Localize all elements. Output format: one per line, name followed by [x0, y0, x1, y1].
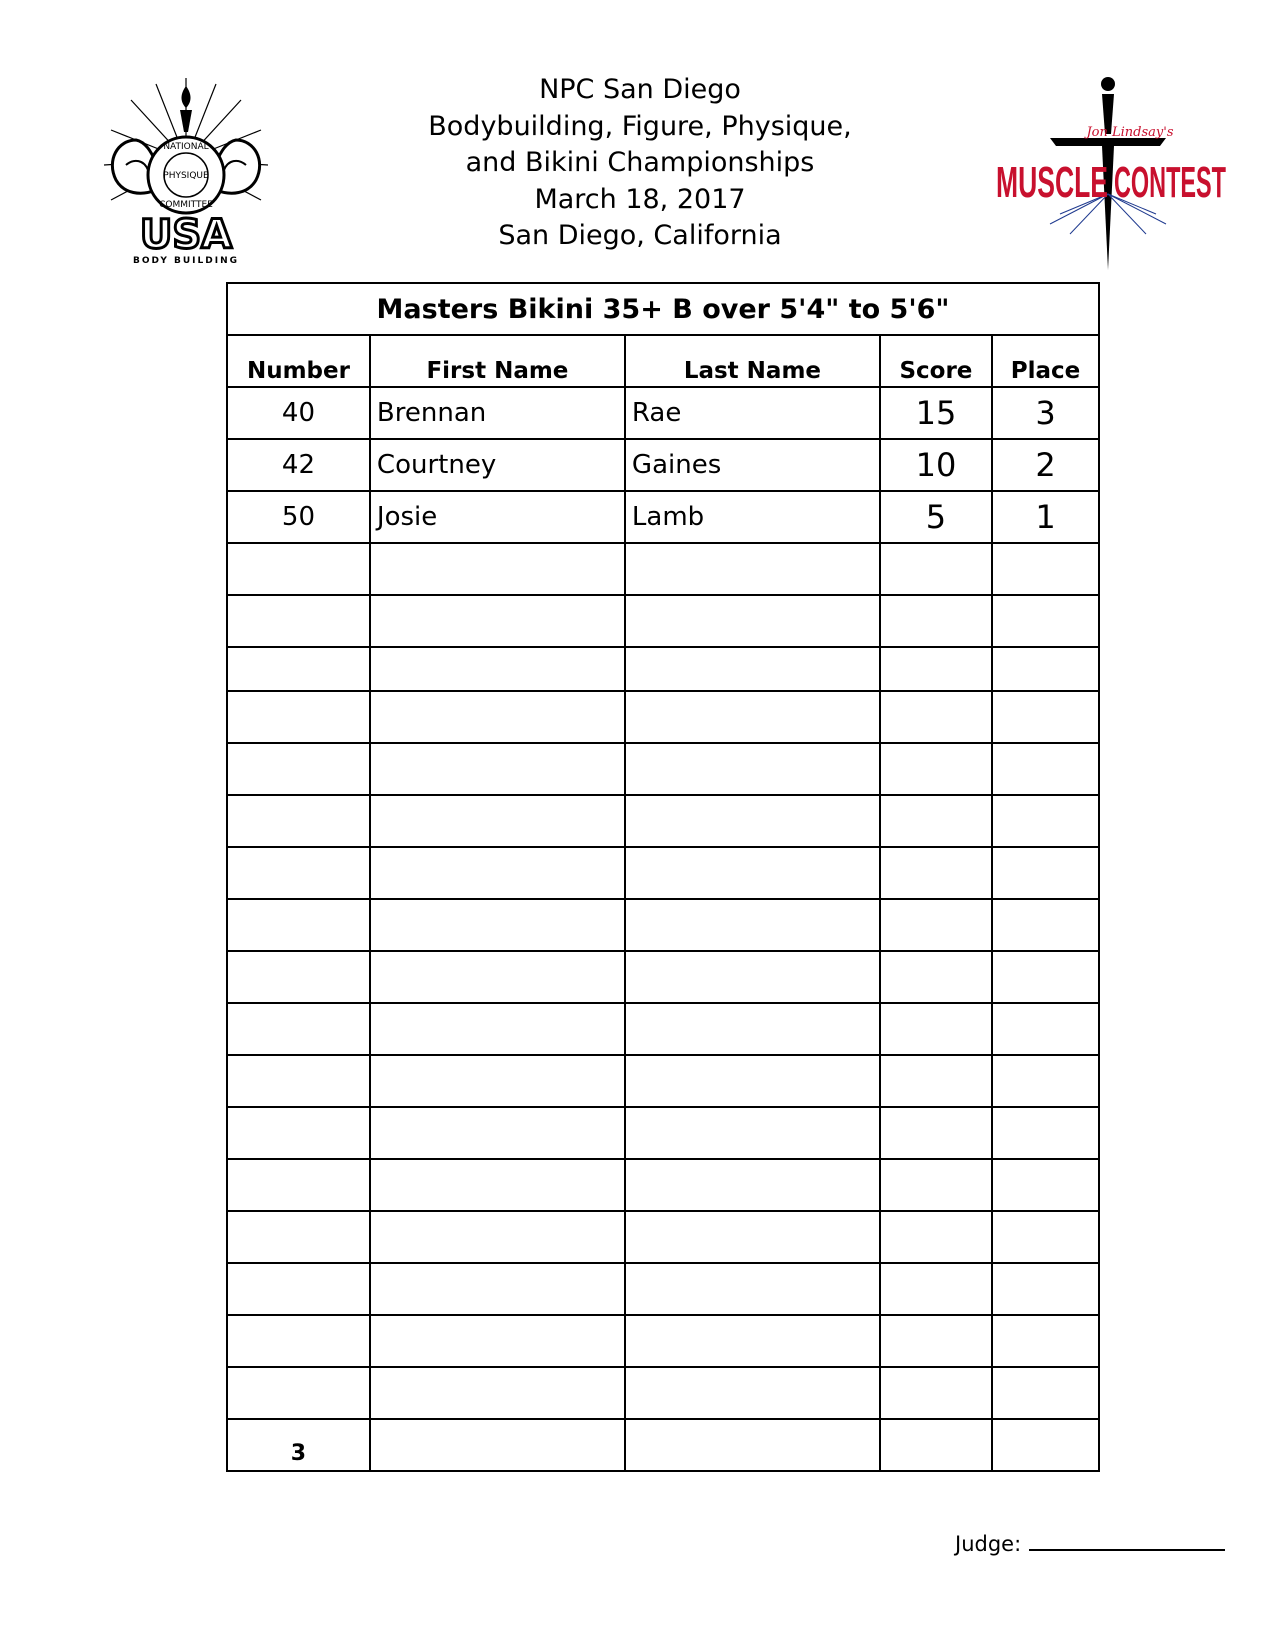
competitor-last-name: Gaines [625, 439, 880, 491]
competitor-first-name: Brennan [370, 387, 625, 439]
results-table [226, 282, 1100, 1472]
competitor-place: 2 [992, 439, 1099, 491]
empty-row [227, 543, 1099, 595]
logo-usa-text: USA [139, 212, 233, 258]
npc-usa-logo [96, 70, 276, 270]
empty-row [227, 743, 1099, 795]
competitor-place: 3 [992, 387, 1099, 439]
logo-muscle-text: MUSCLE [996, 158, 1108, 207]
logo-script-text: Jon Lindsay's [1086, 125, 1174, 140]
empty-row [227, 1159, 1099, 1211]
competitor-count: 3 [227, 1419, 370, 1471]
header-line-divisions: Bodybuilding, Figure, Physique, [428, 110, 852, 142]
empty-row [227, 795, 1099, 847]
competitor-score: 10 [880, 439, 992, 491]
column-header-number: Number [227, 335, 370, 387]
empty-row [227, 1211, 1099, 1263]
logo-ring-bottom-text: COMMITTEE [159, 200, 213, 210]
competitor-place: 1 [992, 491, 1099, 543]
competitor-first-name: Courtney [370, 439, 625, 491]
column-header-first-name: First Name [370, 335, 625, 387]
empty-row [227, 1107, 1099, 1159]
competitor-first-name: Josie [370, 491, 625, 543]
muscle-contest-logo [990, 74, 1230, 274]
competitor-last-name: Rae [625, 387, 880, 439]
empty-row [227, 899, 1099, 951]
logo-contest-text: CONTEST [1114, 158, 1227, 207]
muscle-contest-logo-graphic [990, 74, 1230, 274]
judge-label: Judge: [955, 1532, 1022, 1556]
table-row [227, 439, 1099, 491]
competitor-score: 5 [880, 491, 992, 543]
logo-ring-top-text: NATIONAL [163, 142, 209, 152]
empty-row [227, 1315, 1099, 1367]
empty-row [227, 691, 1099, 743]
header-line-date: March 18, 2017 [534, 183, 746, 215]
header-line-organization: NPC San Diego [539, 74, 741, 105]
count-row [227, 1419, 1099, 1471]
header-line-location: San Diego, California [498, 220, 782, 251]
empty-row [227, 647, 1099, 691]
competitor-last-name: Lamb [625, 491, 880, 543]
judge-signature [955, 1532, 1225, 1556]
empty-row [227, 951, 1099, 1003]
judge-signature-line[interactable] [1029, 1533, 1225, 1551]
logo-ring-mid-text: PHYSIQUE [163, 171, 209, 181]
header-line-championships: and Bikini Championships [465, 147, 815, 178]
competitor-number: 50 [227, 491, 370, 543]
empty-row [227, 595, 1099, 647]
logo-bodybuilding-text: BODY BUILDING [133, 256, 239, 266]
npc-logo-graphic [96, 70, 276, 270]
column-header-last-name: Last Name [625, 335, 880, 387]
competitor-number: 42 [227, 439, 370, 491]
empty-row [227, 847, 1099, 899]
table-row [227, 491, 1099, 543]
competitor-number: 40 [227, 387, 370, 439]
empty-row [227, 1003, 1099, 1055]
competitor-score: 15 [880, 387, 992, 439]
empty-row [227, 1055, 1099, 1107]
empty-row [227, 1367, 1099, 1419]
class-title: Masters Bikini 35+ B over 5'4" to 5'6" [227, 283, 1099, 335]
column-header-score: Score [880, 335, 992, 387]
event-header [380, 72, 900, 255]
empty-row [227, 1263, 1099, 1315]
table-row [227, 387, 1099, 439]
column-header-place: Place [992, 335, 1099, 387]
